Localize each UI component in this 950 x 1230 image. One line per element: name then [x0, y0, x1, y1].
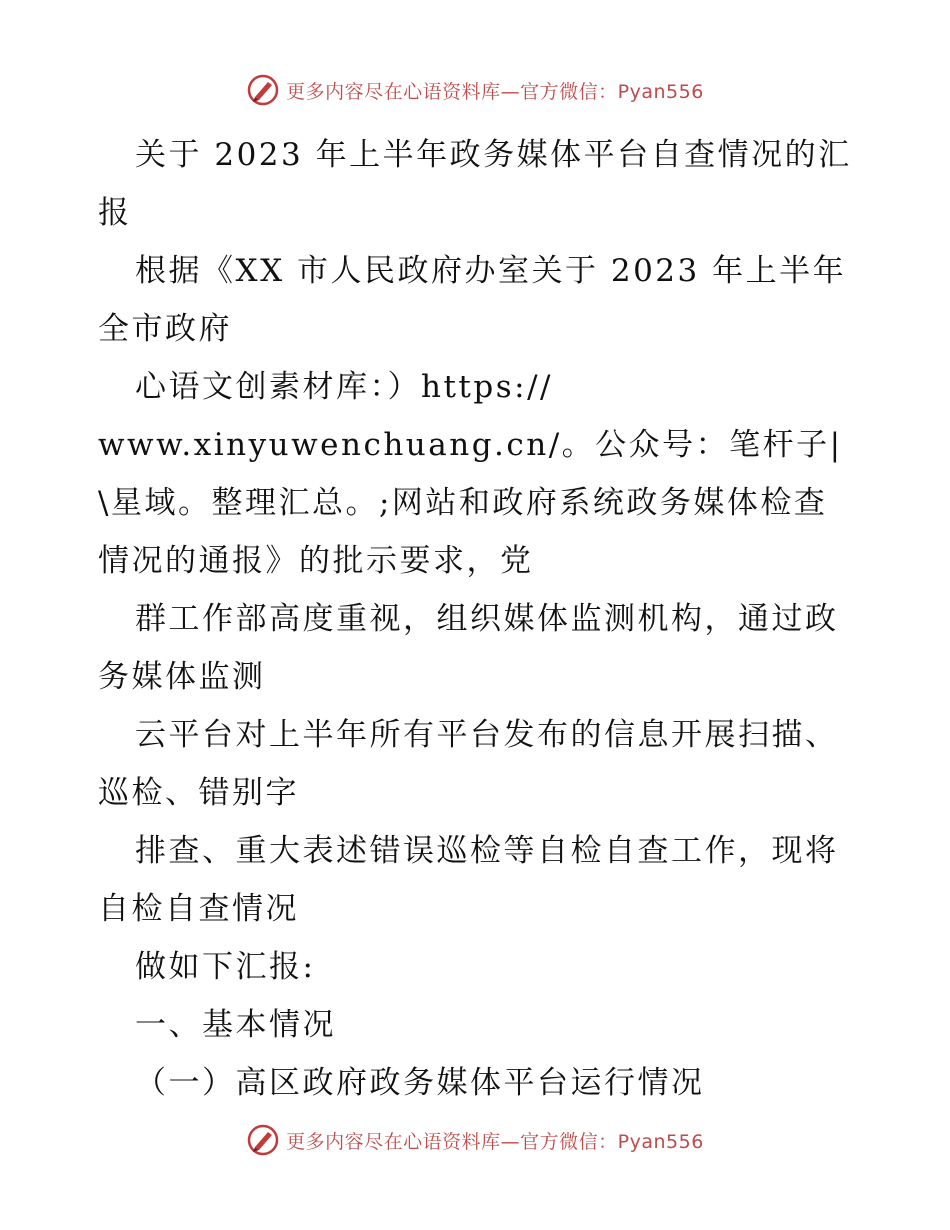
paragraph: 云平台对上半年所有平台发布的信息开展扫描、巡检、错别字: [98, 717, 839, 811]
pen-logo-icon: [246, 1123, 280, 1157]
paragraph: 根据《XX 市人民政府办室关于 2023 年上半年全市政府: [98, 253, 847, 347]
header-watermark: [0, 70, 950, 110]
document-title: 关于 2023 年上半年政务媒体平台自查情况的汇报: [98, 137, 852, 231]
paragraph: 做如下汇报:: [135, 949, 316, 985]
document-body: [98, 126, 858, 1112]
footer-watermark-text: 更多内容尽在心语资料库—官方微信：Pyan556: [286, 1130, 704, 1153]
paragraph: 排查、重大表述错误巡检等自检自查工作，现将自检自查情况: [98, 833, 839, 927]
paragraph: www.xinyuwenchuang.cn/。公众号：笔杆子|\星域。整理汇总。;网站和政府系统政务媒体检查情况的通报》的批示要求，党: [98, 427, 843, 579]
pen-logo-icon: [246, 73, 280, 107]
section-heading: 一、基本情况: [135, 1007, 336, 1043]
paragraph: 群工作部高度重视，组织媒体监测机构，通过政务媒体监测: [98, 601, 839, 695]
header-watermark-text: 更多内容尽在心语资料库—官方微信：Pyan556: [286, 80, 704, 103]
subsection-heading: （一）高区政府政务媒体平台运行情况: [135, 1065, 705, 1101]
paragraph: 心语文创素材库：）https://: [135, 369, 553, 405]
footer-watermark: [0, 1120, 950, 1160]
